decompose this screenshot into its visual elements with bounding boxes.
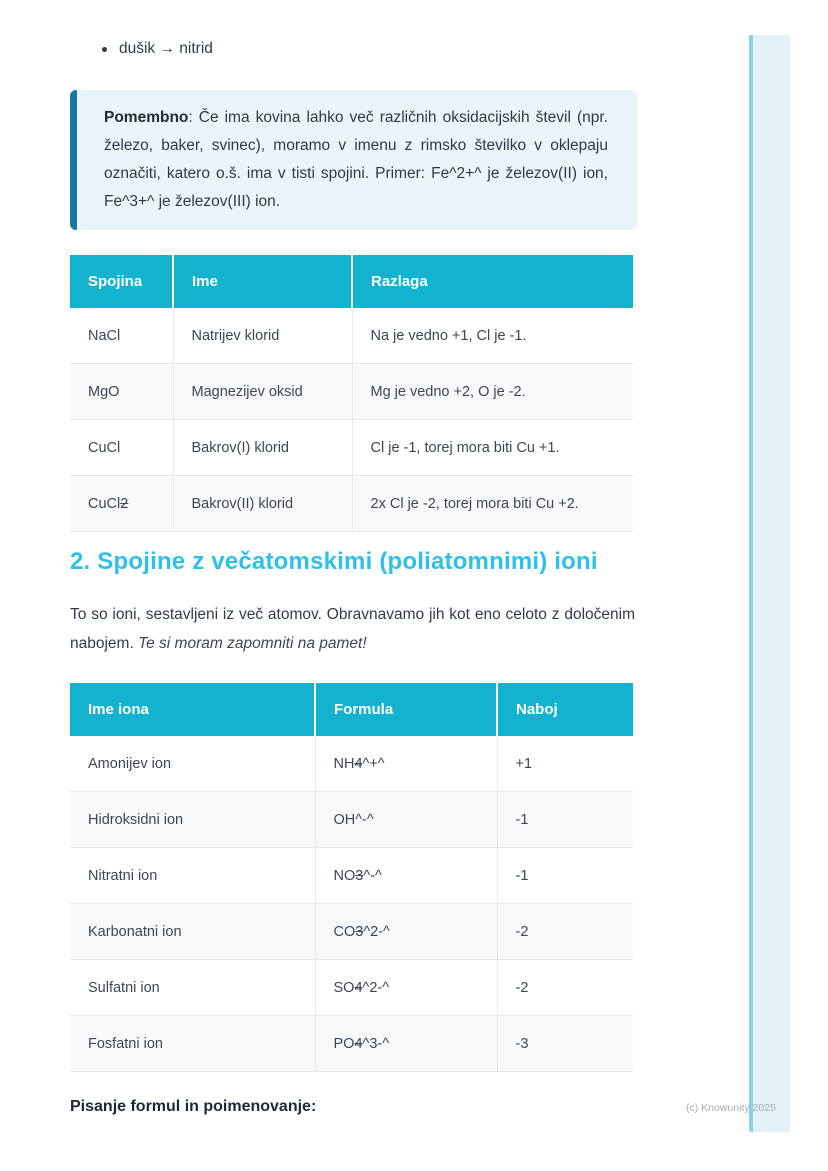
cell-naboj: -2	[497, 904, 633, 960]
section-heading: 2. Spojine z večatomskimi (poliatomnimi) ioni	[70, 548, 598, 575]
table-row	[70, 1016, 633, 1072]
callout-label: Pomembno	[104, 109, 189, 126]
table-row	[70, 364, 633, 420]
cell-formula: SO4^2-^	[315, 960, 497, 1016]
section-paragraph	[70, 600, 635, 658]
table-header-row	[70, 255, 633, 308]
cell-razlaga: Cl je -1, torej mora biti Cu +1.	[352, 420, 633, 476]
copyright-watermark: (c) Knowunity 2025	[686, 1102, 776, 1114]
column-header-formula: Formula	[315, 683, 497, 736]
table-row	[70, 476, 633, 532]
bullet-dot	[102, 47, 107, 52]
column-header-naboj: Naboj	[497, 683, 633, 736]
paragraph-italic-note: Te si moram zapomniti na pamet!	[138, 635, 367, 652]
struck-subscript: 3	[355, 867, 364, 884]
column-header-ime: Ime	[173, 255, 352, 308]
bottom-section-title: Pisanje formul in poimenovanje:	[70, 1098, 317, 1115]
cell-spojina: CuCl	[70, 420, 173, 476]
struck-subscript: 4	[354, 755, 363, 772]
compounds-table	[70, 255, 633, 532]
cell-spojina: MgO	[70, 364, 173, 420]
cell-ime: Natrijev klorid	[173, 308, 352, 364]
cell-ime-iona: Hidroksidni ion	[70, 792, 315, 848]
table-header-row	[70, 683, 633, 736]
table-row	[70, 792, 633, 848]
cell-ime: Bakrov(I) klorid	[173, 420, 352, 476]
cell-ime: Magnezijev oksid	[173, 364, 352, 420]
paragraph-text: To so ioni, sestavljeni iz več atomov. Obravnavamo jih kot eno celoto z določenim nabojem.	[70, 606, 635, 652]
cell-formula: NO3^-^	[315, 848, 497, 904]
cell-formula: OH^-^	[315, 792, 497, 848]
table-row	[70, 848, 633, 904]
cell-ime-iona: Fosfatni ion	[70, 1016, 315, 1072]
cell-naboj: -2	[497, 960, 633, 1016]
cell-naboj: -1	[497, 792, 633, 848]
cell-formula: NH4^+^	[315, 736, 497, 792]
table-row	[70, 960, 633, 1016]
struck-subscript: 4	[354, 979, 363, 996]
cell-formula: CO3^2-^	[315, 904, 497, 960]
callout-text: : Če ima kovina lahko več različnih oksidacijskih števil (npr. železo, baker, svinec), moramo v imenu z rimsko številko v oklepaju označiti, katero o.š. ima v tisti spojini. Primer: Fe^2+^ je železov(II) ion, Fe^3+^ je železov(III) ion.	[104, 109, 608, 210]
cell-naboj: -3	[497, 1016, 633, 1072]
callout-paragraph	[104, 104, 608, 216]
table-row	[70, 736, 633, 792]
cell-ime-iona: Karbonatni ion	[70, 904, 315, 960]
column-header-ime-iona: Ime iona	[70, 683, 315, 736]
table-row	[70, 420, 633, 476]
cell-razlaga: Mg je vedno +2, O je -2.	[352, 364, 633, 420]
cell-ime-iona: Sulfatni ion	[70, 960, 315, 1016]
bullet-text: dušik → nitrid	[119, 40, 213, 57]
bullet-list-item	[102, 40, 213, 58]
struck-subscript: 4	[354, 1035, 363, 1052]
table-row	[70, 904, 633, 960]
struck-subscript: 2	[120, 495, 129, 512]
cell-naboj: -1	[497, 848, 633, 904]
important-callout	[70, 90, 638, 230]
cell-ime-iona: Nitratni ion	[70, 848, 315, 904]
cell-formula: PO4^3-^	[315, 1016, 497, 1072]
cell-ime-iona: Amonijev ion	[70, 736, 315, 792]
cell-razlaga: Na je vedno +1, Cl je -1.	[352, 308, 633, 364]
column-header-spojina: Spojina	[70, 255, 173, 308]
right-decoration-bar	[749, 35, 790, 1132]
column-header-razlaga: Razlaga	[352, 255, 633, 308]
cell-razlaga: 2x Cl je -2, torej mora biti Cu +2.	[352, 476, 633, 532]
cell-ime: Bakrov(II) klorid	[173, 476, 352, 532]
cell-spojina: NaCl	[70, 308, 173, 364]
polyatomic-ions-table	[70, 683, 633, 1072]
cell-spojina: CuCl2	[70, 476, 173, 532]
cell-naboj: +1	[497, 736, 633, 792]
struck-subscript: 3	[355, 923, 364, 940]
table-row	[70, 308, 633, 364]
